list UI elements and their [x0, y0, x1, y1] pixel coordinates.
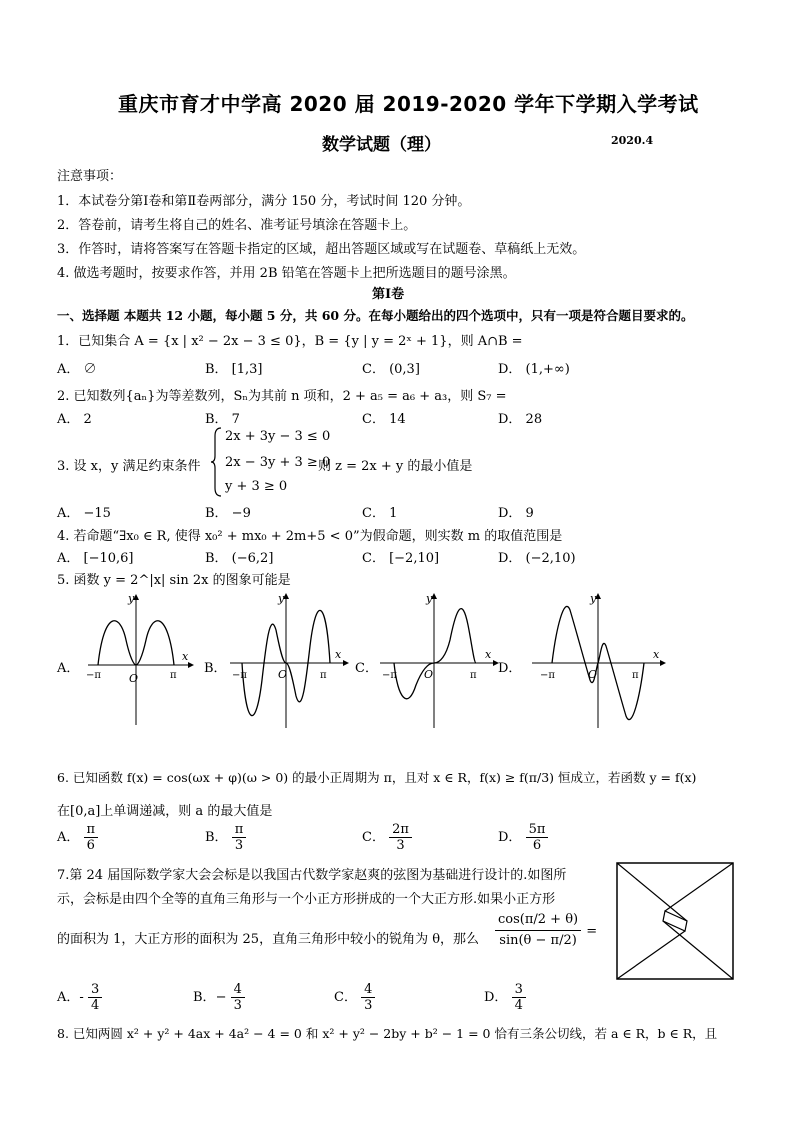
q3-option-a: A． −15 [57, 506, 111, 521]
q4-option-c: C． [−2,10] [362, 551, 440, 566]
section-title: 第Ⅰ卷 [372, 287, 405, 302]
frac-num: 2π [389, 822, 412, 838]
q5-graph-b [226, 590, 354, 730]
q7-expression [495, 910, 597, 951]
q7-option-d-frac [512, 982, 526, 1013]
q5-b-tick-pos: π [320, 670, 327, 681]
frac-num: 3 [512, 982, 526, 998]
frac-den: sin(θ − π/2) [499, 933, 577, 948]
q6-stem-line1: 6. 已知函数 f(x) = cos(ωx + φ)(ω > 0) 的最小正周期为 π，且对 x ∈ R，f(x) ≥ f(π/3) 恒成立，若函数 y = f(x) [57, 770, 697, 785]
q6-option-a-frac [84, 822, 99, 853]
frac-den: 3 [234, 838, 244, 853]
q7-option-b-sign: − [215, 990, 227, 1005]
q4-option-a: A． [−10,6] [57, 551, 134, 566]
q6-stem-line2: 在[0,a]上单调递减，则 a 的最大值是 [57, 804, 273, 819]
q6-option-c [362, 822, 412, 853]
q5-a-x-label: x [182, 650, 189, 663]
frac-den: 4 [90, 998, 100, 1013]
note-item: 1．本试卷分第Ⅰ卷和第Ⅱ卷两部分，满分 150 分，考试时间 120 分钟。 [57, 194, 471, 209]
frac-den: 3 [364, 998, 373, 1013]
frac-num: 4 [361, 982, 375, 998]
q5-stem: 5. 函数 y = 2^|x| sin 2x 的图象可能是 [57, 573, 291, 588]
q3-stem-suffix: 则 z = 2x + y 的最小值是 [318, 459, 473, 474]
q5-b-x-label: x [335, 648, 342, 661]
q5-d-tick-neg: −π [540, 670, 555, 681]
q6-option-b-label: B． [205, 830, 228, 845]
frac-den: 4 [514, 998, 523, 1013]
q6-option-d-label: D． [498, 830, 522, 845]
q5-b-tick-neg: −π [232, 670, 247, 681]
note-item: 2．答卷前，请考生将自己的姓名、准考证号填涂在答题卡上。 [57, 218, 417, 233]
q7-option-a-frac [88, 982, 102, 1013]
note-item: 4. 做选考题时，按要求作答，并用 2B 铅笔在答题卡上把所选题目的题号涂黑。 [57, 266, 516, 281]
frac-num: π [232, 822, 247, 838]
q4-stem: 4. 若命题“∃x₀ ∈ R, 使得 x₀² + mx₀ + 2m+5 < 0”为假命题，则实数 m 的取值范围是 [57, 529, 563, 544]
q5-d-x-label: x [653, 648, 660, 661]
q3-stem-prefix: 3. 设 x，y 满足约束条件 [57, 459, 201, 474]
q1-option-c: C． (0,3] [362, 362, 420, 377]
q7-option-a-sign: - [79, 990, 84, 1005]
q5-b-origin: O [278, 668, 288, 681]
frac-num: 5π [526, 822, 549, 838]
frac-den: 3 [233, 998, 242, 1013]
q3-option-d: D． 9 [498, 506, 534, 521]
q5-c-tick-neg: −π [382, 670, 397, 681]
q6-option-d [498, 822, 548, 853]
q5-c-y-label: y [426, 592, 433, 605]
q6-option-c-frac [389, 822, 412, 853]
q3-brace [211, 426, 223, 498]
q5-option-c-label: C． [355, 661, 378, 676]
q5-d-y-label: y [590, 592, 597, 605]
note-item: 3．作答时，请将答案写在答题卡指定的区域，超出答题区域或写在试题卷、草稿纸上无效。 [57, 242, 586, 257]
frac-den: 6 [532, 838, 542, 853]
q5-b-y-label: y [278, 592, 285, 605]
q5-graph-d [520, 590, 670, 730]
q3-option-b: B． −9 [205, 506, 251, 521]
q7-option-c-label: C． [334, 990, 357, 1005]
q6-option-d-frac [526, 822, 549, 853]
q5-c-origin: O [424, 668, 434, 681]
q5-graph-c [376, 590, 504, 730]
q7-option-b [193, 982, 245, 1013]
frac-den: 6 [86, 838, 95, 853]
q6-option-b-frac [232, 822, 247, 853]
q7-stem-line3: 的面积为 1，大正方形的面积为 25，直角三角形中较小的锐角为 θ，那么 [57, 932, 480, 947]
exam-title: 重庆市育才中学高 2020 届 2019-2020 学年下学期入学考试 [118, 92, 699, 116]
q5-a-y-label: y [128, 592, 135, 605]
q6-option-a [57, 822, 98, 853]
q7-option-c-frac [361, 982, 375, 1013]
q3-constraint: 2x − 3y + 3 ≥ 0 [225, 455, 331, 470]
q5-option-b-label: B． [204, 661, 227, 676]
q7-stem-line2: 示，会标是由四个全等的直角三角形与一个小正方形拼成的一个大正方形.如果小正方形 [57, 892, 556, 907]
q7-expr-frac [495, 910, 581, 951]
q5-option-a-label: A． [57, 661, 80, 676]
q1-option-b: B． [1,3] [205, 362, 263, 377]
q3-constraint: y + 3 ≥ 0 [225, 479, 288, 494]
q7-stem-line1: 7.第 24 届国际数学家大会会标是以我国古代数学家赵爽的弦图为基础进行设计的.如图所 [57, 868, 567, 883]
q5-d-origin: O [588, 668, 598, 681]
q7-option-a [57, 982, 102, 1013]
q4-option-b: B． (−6,2] [205, 551, 274, 566]
q4-option-d: D． (−2,10) [498, 551, 576, 566]
q6-option-c-label: C． [362, 830, 385, 845]
q1-stem: 1．已知集合 A = {x | x² − 2x − 3 ≤ 0}，B = {y | y = 2ˣ + 1}，则 A∩B = [57, 334, 523, 349]
exam-subtitle: 数学试题（理） [322, 135, 441, 155]
q2-option-d: D． 28 [498, 412, 543, 427]
zhao-shuang-chord-diagram [615, 861, 735, 981]
q1-option-d: D． (1,+∞) [498, 362, 570, 377]
q7-option-d [484, 982, 526, 1013]
q7-option-b-frac [231, 982, 245, 1013]
frac-num: π [84, 822, 99, 838]
q6-option-a-label: A． [57, 830, 80, 845]
frac-num: cos(π/2 + θ) [495, 910, 581, 931]
q7-option-d-label: D． [484, 990, 508, 1005]
q2-option-c: C． 14 [362, 412, 406, 427]
frac-den: 3 [396, 838, 405, 853]
q1-option-a: A． ∅ [57, 362, 97, 377]
q5-graph-a [78, 590, 196, 730]
q7-equals: = [586, 924, 598, 939]
q2-option-a: A． 2 [57, 412, 92, 427]
q3-option-c: C． 1 [362, 506, 398, 521]
q3-constraint: 2x + 3y − 3 ≤ 0 [225, 429, 331, 444]
q7-option-a-label: A． [57, 990, 80, 1005]
section-instruction: 一、选择题 本题共 12 小题，每小题 5 分，共 60 分。在每小题给出的四个选项中，只有一项是符合题目要求的。 [57, 308, 694, 323]
exam-date: 2020.4 [611, 134, 654, 147]
q5-c-x-label: x [485, 648, 492, 661]
q2-option-b: B． 7 [205, 412, 240, 427]
q6-option-b [205, 822, 246, 853]
q7-option-c [334, 982, 375, 1013]
q5-a-tick-pos: π [170, 670, 177, 681]
q5-d-tick-pos: π [632, 670, 639, 681]
frac-num: 4 [231, 982, 245, 998]
q5-a-origin: O [129, 672, 139, 685]
q2-stem: 2. 已知数列{aₙ}为等差数列，Sₙ为其前 n 项和，2 + a₅ = a₆ + a₃，则 S₇ = [57, 389, 507, 404]
notes-heading: 注意事项： [57, 169, 123, 184]
q5-c-tick-pos: π [470, 670, 477, 681]
q5-option-d-label: D． [498, 661, 522, 676]
q5-a-tick-neg: −π [86, 670, 101, 681]
q8-stem: 8. 已知两圆 x² + y² + 4ax + 4a² − 4 = 0 和 x² + y² − 2by + b² − 1 = 0 恰有三条公切线，若 a ∈ R，b ∈ R，且 [57, 1026, 718, 1041]
frac-num: 3 [88, 982, 102, 998]
q7-option-b-label: B． [193, 990, 216, 1005]
